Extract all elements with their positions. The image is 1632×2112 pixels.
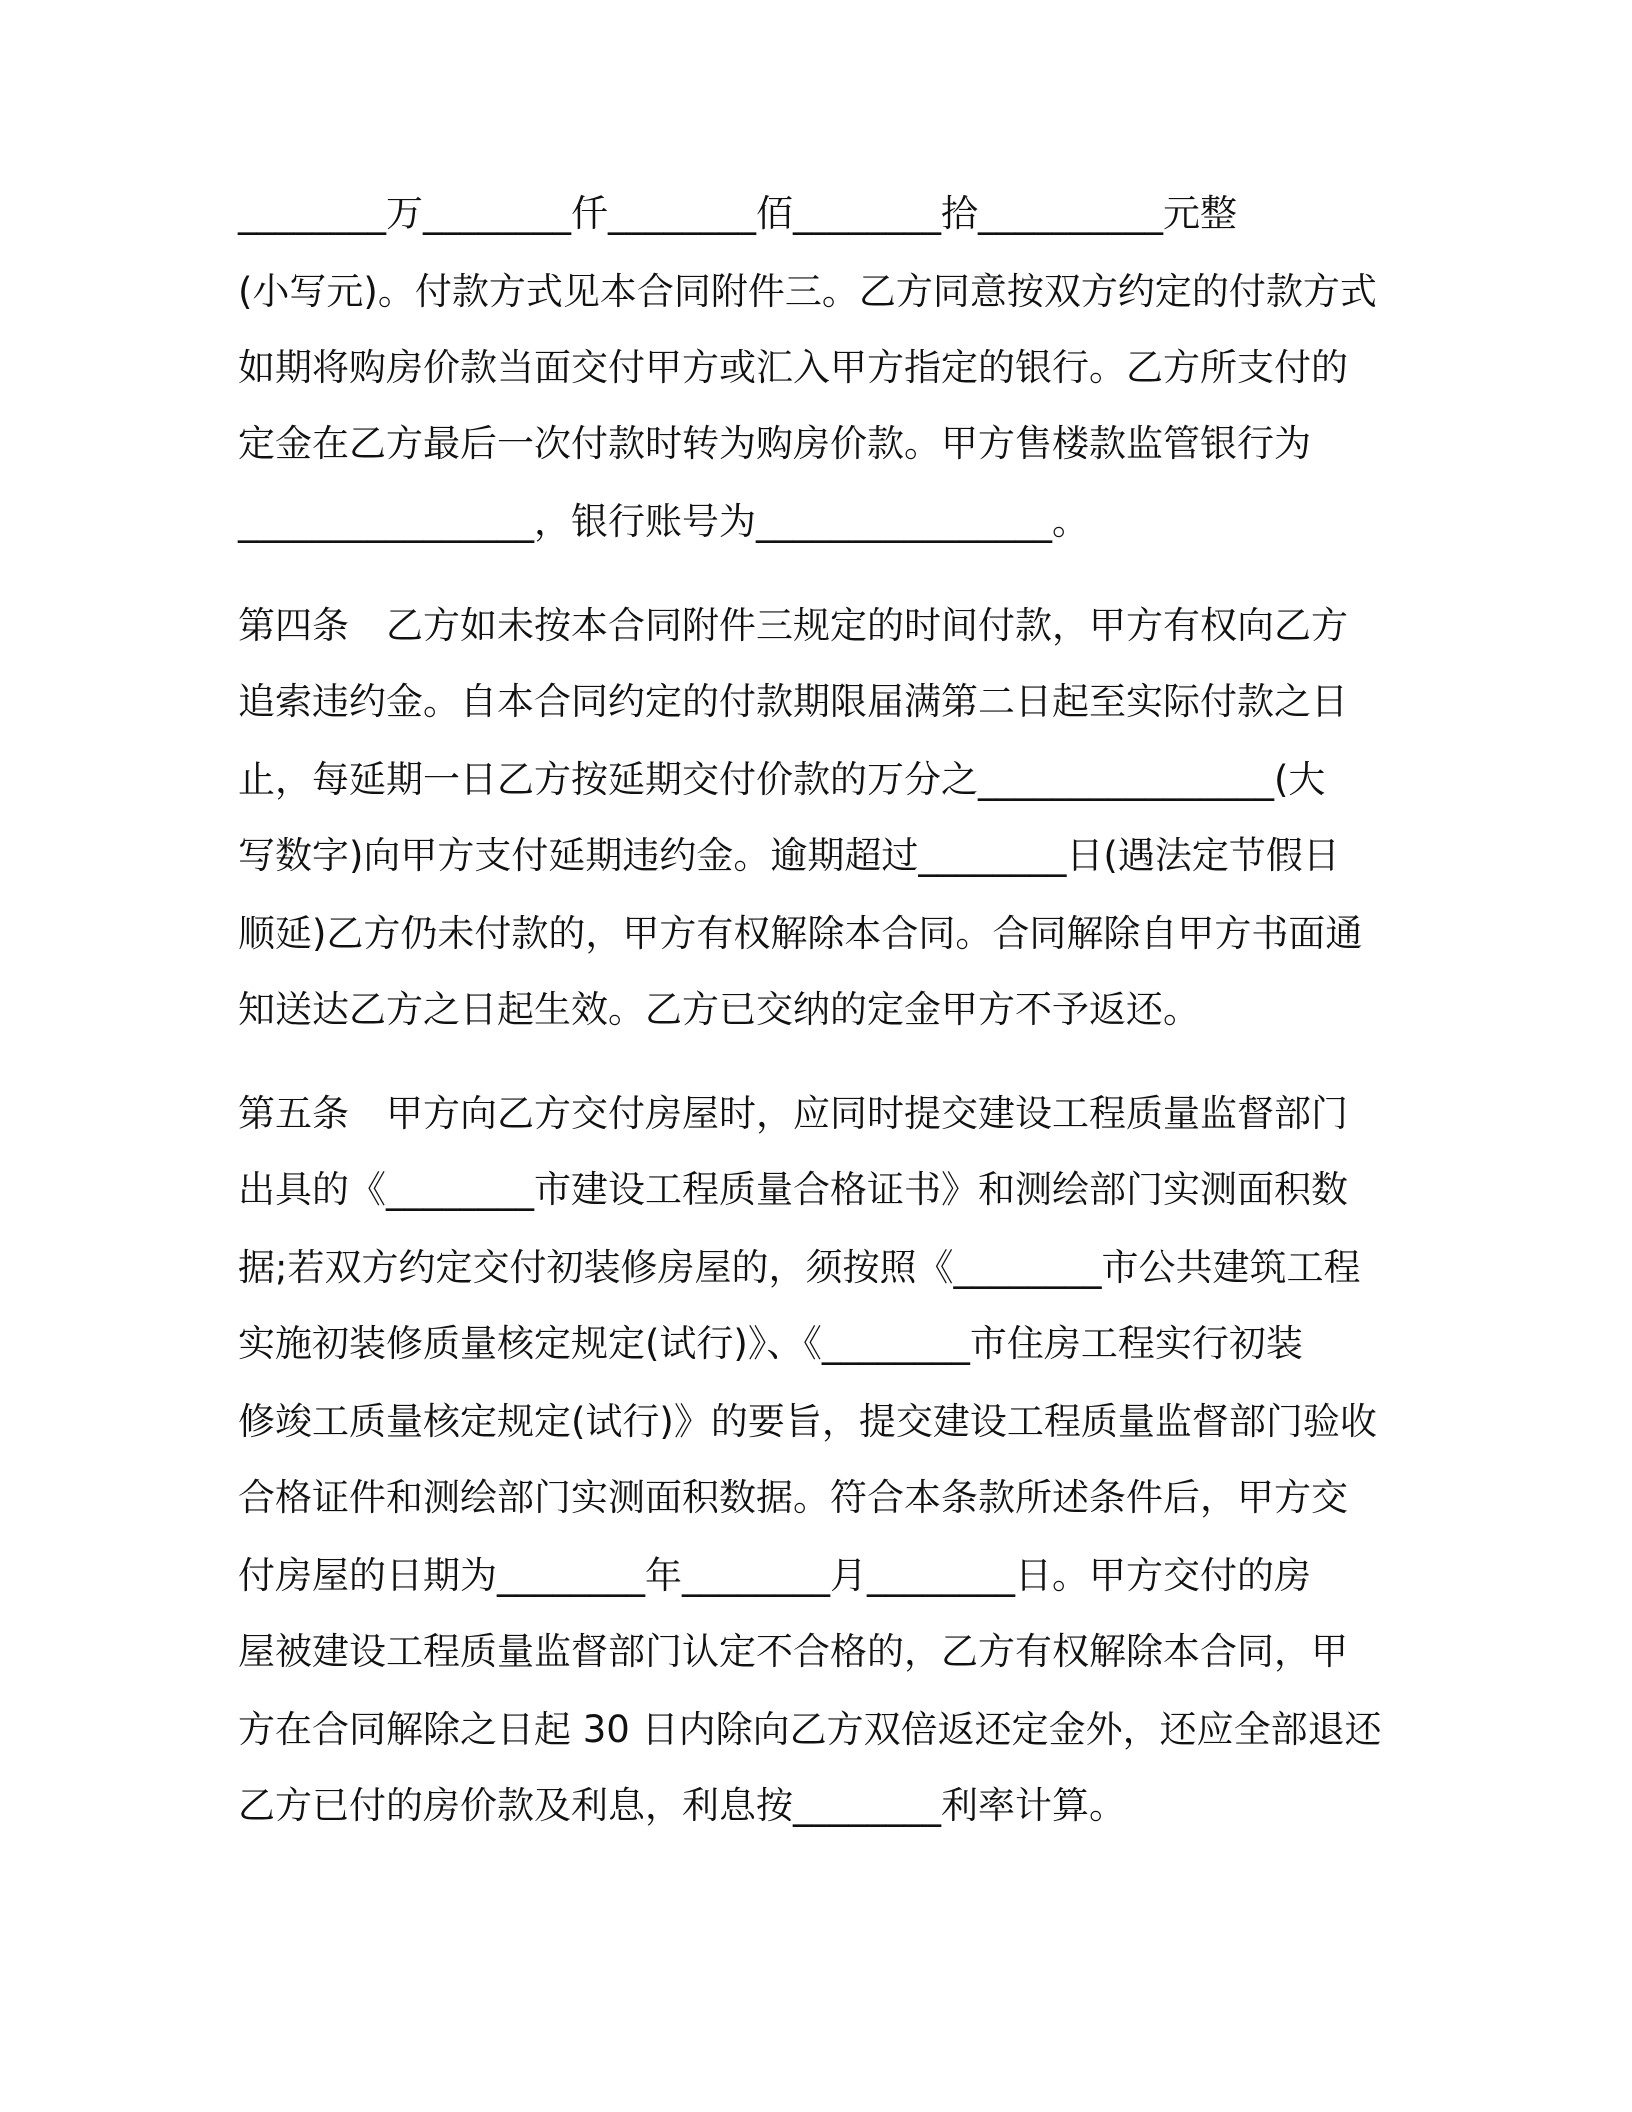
text-line: 如期将购房价款当面交付甲方或汇入甲方指定的银行。乙方所支付的 <box>238 346 1348 389</box>
text-line: 乙方已付的房价款及利息，利息按________利率计算。 <box>238 1784 1126 1827</box>
text-line: 付房屋的日期为________年________月________日。甲方交付的房 <box>238 1554 1311 1597</box>
text-line: 追索违约金。自本合同约定的付款期限届满第二日起至实际付款之日 <box>238 680 1348 723</box>
text-line: 止，每延期一日乙方按延期交付价款的万分之________________(大 <box>238 758 1326 801</box>
text-line: 据;若双方约定交付初装修房屋的，须按照《________市公共建筑工程 <box>238 1246 1361 1289</box>
article-four-heading-line: 第四条 乙方如未按本合同附件三规定的时间付款，甲方有权向乙方 <box>238 604 1348 647</box>
text-line: (小写元)。付款方式见本合同附件三。乙方同意按双方约定的付款方式 <box>238 270 1377 313</box>
text-line: 方在合同解除之日起 30 日内除向乙方双倍返还定金外，还应全部退还 <box>238 1708 1382 1751</box>
text-line: 写数字)向甲方支付延期违约金。逾期超过________日(遇法定节假日 <box>238 834 1340 877</box>
text-line: 出具的《________市建设工程质量合格证书》和测绘部门实测面积数 <box>238 1168 1348 1211</box>
text-line: 顺延)乙方仍未付款的，甲方有权解除本合同。合同解除自甲方书面通 <box>238 912 1363 955</box>
text-line: ________________，银行账号为________________。 <box>238 500 1089 543</box>
text-line: 合格证件和测绘部门实测面积数据。符合本条款所述条件后，甲方交 <box>238 1476 1348 1519</box>
text-line: 定金在乙方最后一次付款时转为购房价款。甲方售楼款监管银行为 <box>238 422 1311 465</box>
article-five-heading-line: 第五条 甲方向乙方交付房屋时，应同时提交建设工程质量监督部门 <box>238 1092 1348 1135</box>
text-line: 屋被建设工程质量监督部门认定不合格的，乙方有权解除本合同，甲 <box>238 1630 1348 1673</box>
text-line: 修竣工质量核定规定(试行)》的要旨，提交建设工程质量监督部门验收 <box>238 1400 1377 1443</box>
text-line: ________万________仟________佰________拾__________元整 <box>238 192 1237 235</box>
text-line: 知送达乙方之日起生效。乙方已交纳的定金甲方不予返还。 <box>238 988 1200 1031</box>
text-line: 实施初装修质量核定规定(试行)》、《________市住房工程实行初装 <box>238 1322 1303 1365</box>
